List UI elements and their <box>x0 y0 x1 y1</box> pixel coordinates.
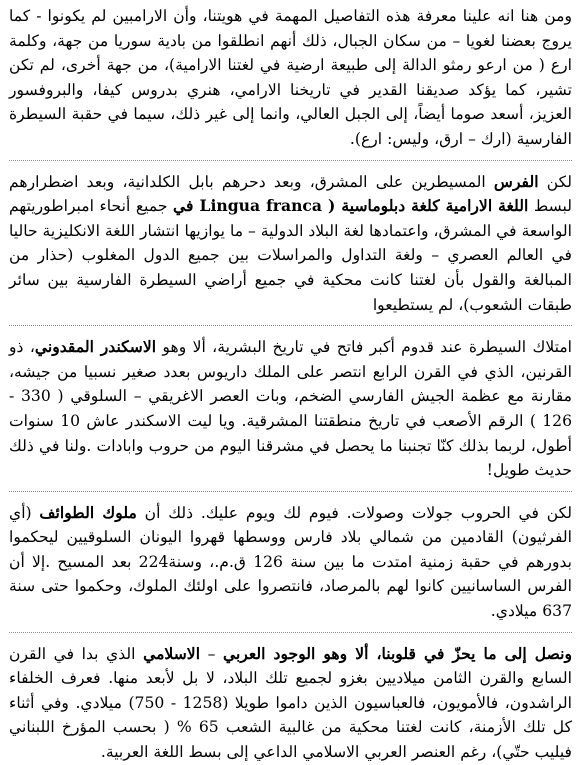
paragraph <box>9 501 572 624</box>
bold-text: الاسلامي <box>143 643 201 663</box>
text-run: لكن في الحروب جولات وصولات. فيوم لك ويوم عليك. ذلك أن <box>136 503 572 522</box>
text-run: الذي بدا في القرن السابع والقرن الثامن ميلاديين بغزو لجميع تلك البلاد، لا بل لأبعد منها. فعرف الخلفاء الراشدون، فالأمويون، فالعباسيون الذين داموا طويلا (1258 - 750) ميلادي. وفي أثناء كل تلك الأزمنة، كانت لغتنا محكية من غالبية الشعب 65 % ( بحسب المؤرخ اللبناني فيليب حتّي)، رغم العنصر العربي الاسلامي الداعي إلى بسط اللغة العربية. <box>9 644 572 762</box>
text-run: ومن هنا انه علينا معرفة هذه التفاصيل المهمة في هويتنا، وأن الارامبين لم يكونوا - كما يروج بعضنا لغويا – من سكان الجبال، ذلك أنهم انطلقوا من بادية سوريا من جهة، وكلمة ارع ( من ارعو رمثو الدالة إلى طبيعة ارضية في لغتنا الارامية)، من جهة أخرى، لم تكن تشير، كما يؤكد صديقنا القدير في تاريخنا الارامي، هنري بدروس كيفا، والبروفسور العزيز، أسعد صوما أيضاً، إلى الجبل العالي، وانما إلى غير ذلك، سيما في حقبة السيطرة الفارسية (ارك – ارق، وليس: ارع). <box>9 7 572 148</box>
text-run: لكن <box>538 172 572 191</box>
paragraph-divider <box>9 160 572 161</box>
text-run: ، ذو القرنين، الذي في القرن الرابع انتصر على الملك داريوس بعدد صغير نسبيا من جيشه، مقارنة مع عظمة الجيش الفارسي الضخم، وبات العصر الاغريقي – السلوقي ( 330 - 126 ) الرقم الأصعب في تاريخ منطقتنا المشرقية. ويا ليت الاسكندر عاش 10 سنوات أطول، لربما بذلك كنّا تجنبنا ما يحصل في مشرقنا اليوم من حروب وابادات .ولنا في ذلك حديث طويل! <box>9 338 573 480</box>
text-run: (أي الفرثيون) القادمين من شمالي بلاد فارس ووسطها قهروا اليونان السلوقيين ليحكموا بدورهم في حقبة زمنية امتدت ما بين سنة 126 ق.م.، وسنة224 بعد المسيح .إلا أن الفرس الساسانيين كانوا لهم بالمرصاد، فانتصروا على اولئك الملوك، وحكموا حتى سنة 637 ميلادي. <box>9 503 572 621</box>
text-run: امتلاك السيطرة عند قدوم أكبر فاتح في تاريخ البشرية، ألا وهو <box>156 338 573 357</box>
bold-text: اللغة الارامية كلغة دبلوماسية ( <box>328 196 529 216</box>
bold-text: ملوك الطوائف <box>39 502 137 522</box>
text-run: المسيطرين على المشرق، وبعد دحرهم بابل الكلدانية، وبعد اضطرارهم لبسط <box>9 172 573 216</box>
paragraph <box>9 170 572 318</box>
bold-text: في <box>173 196 194 216</box>
text-run: – <box>200 644 223 663</box>
bold-text: Lingua franca <box>193 196 329 216</box>
paragraph-divider <box>9 491 572 492</box>
paragraph-divider <box>9 632 572 633</box>
paragraph <box>9 335 572 483</box>
text-run: جميع أنحاء امبراطوريتهم الواسعة في المشرق، واعتمادها لغة البلاد الدولية – ما يوازيها انتشار اللغة الانكليزية حاليا في العالم العصري – ولغة التداول والمراسلات بين جميع الدول المغلوب (حذار من المبالغة والقول بأن لغتنا كانت محكية في جميع أراضي السيطرة الفارسية بين سائر طبقات الشعوب)، لم يستطيعوا <box>9 197 572 314</box>
paragraph <box>9 4 572 152</box>
paragraph <box>9 642 572 765</box>
paragraph-divider <box>9 325 572 326</box>
bold-text: الاسكندر المقدوني <box>34 337 157 357</box>
bold-text: ونصل إلى ما يحزّ في قلوبنا، ألا وهو الوجود العربي <box>222 643 573 663</box>
bold-text: الفرس <box>493 171 539 191</box>
